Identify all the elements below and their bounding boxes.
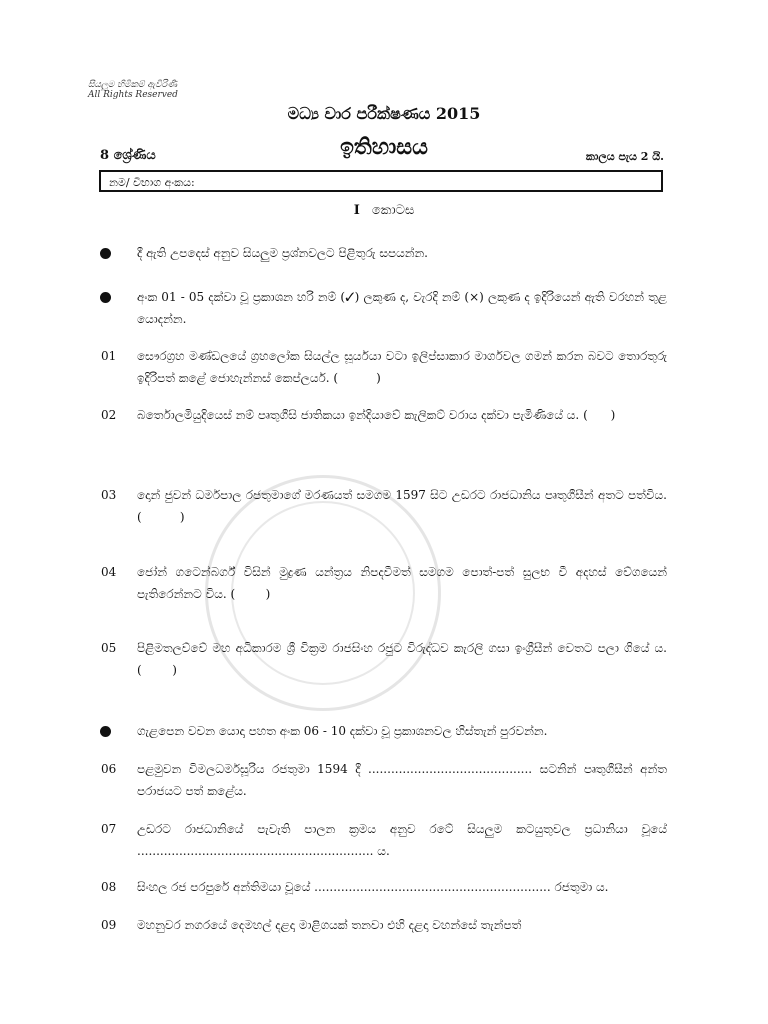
question-number: 08 <box>101 880 117 894</box>
question-text: පිළිමතලව්වේ මහ අධිකාරම ශ්‍රී වික්‍රම රාජසිංහ රජුට විරුද්ධව කැරලි ගසා ඉංග්‍රීසීන් වෙතට පලා ගියේ ය. <box>137 641 667 655</box>
time-label: කාලය පැය 2 යි. <box>585 150 664 163</box>
part-heading <box>0 203 768 218</box>
question-number: 03 <box>101 488 117 502</box>
question-04 <box>137 561 667 605</box>
instruction-2: අංක 01 - 05 දක්වා වූ ප්‍රකාශන හරි නම් (✓) ලකුණ ද, වැරදි නම් (×) ලකුණ ද ඉදිරියෙන් ඇති වරහන් තුළ යොදන්න. <box>137 290 667 326</box>
question-07[interactable]: උඩරට රාජධානියේ පැවැති පාලන ක්‍රමය අනුව රටේ සියලුම කටයුතුවල ප්‍රධානියා වූයේ .............................................................. ය. <box>137 822 667 858</box>
question-text: බර්තොලමියුදියෙස් නම් පෘතුගීසි ජාතිකයා ඉන්දියාවේ කැලිකට් වරාය දක්වා පැමිණියේ ය. <box>137 408 580 422</box>
question-number: 06 <box>101 762 117 776</box>
question-number: 07 <box>101 822 117 836</box>
answer-bracket[interactable]: ( ) <box>333 371 381 385</box>
question-number: 04 <box>101 565 117 579</box>
rights-line-sinhala: සියලුම හිමිකම් ඇවිරිණි <box>88 80 178 90</box>
name-index-label: නම/ විභාග අංකය: <box>109 176 195 189</box>
exam-title: මධ්‍ය වාර පරීක්ෂණය 2015 <box>287 104 481 123</box>
question-text: දොන් ජුවන් ධර්මපාල රජතුමාගේ මරණයත් සමගම 1597 සිට උඩරට රාජධානිය පෘතුගීසීන් අතට පත්විය. <box>137 488 667 502</box>
question-01 <box>137 345 667 389</box>
part-label: කොටස <box>371 203 415 218</box>
question-03 <box>137 484 667 528</box>
question-text: සෞරග්‍රහ මණ්ඩලයේ ග්‍රහලෝක සියල්ල සූර්යයා වටා ඉලිප්සාකාර මාර්ගවල ගමන් කරන බවට තොරතුරු ඉදිරිපත් කළේ ජොහැන්නස් කෙප්ලර්ය. <box>137 349 667 385</box>
bullet-icon <box>100 248 111 259</box>
instruction-fill: ගැළපෙන වචන යොදා පහත අංක 06 - 10 දක්වා වූ ප්‍රකාශනවල හිස්තැන් පුරවන්න. <box>137 724 548 738</box>
rights-reserved <box>88 80 178 100</box>
question-02 <box>137 404 667 426</box>
question-06[interactable]: පළමුවන විමලධර්මසූරිය රජතුමා 1594 දී ........................................... සටනින් පෘතුගීසීන් අන්ත පරාජයට පත් කළේය. <box>137 762 667 798</box>
rights-line-english: All Rights Reserved <box>88 90 178 100</box>
answer-bracket[interactable]: ( ) <box>137 663 177 677</box>
bullet-icon <box>100 292 111 303</box>
question-number: 02 <box>101 408 117 422</box>
question-09[interactable]: මහනුවර නගරයේ දෙමහල් දළදා මාළිගයක් තනවා එහි දළදා වහන්සේ තැන්පත් <box>137 918 522 932</box>
question-08[interactable]: සිංහල රජ පරපුරේ අන්තිමයා වූයේ .............................................................. රජතුමා ය. <box>137 880 609 894</box>
question-number: 01 <box>101 349 117 363</box>
part-number: I <box>353 203 360 218</box>
question-number: 09 <box>101 918 117 932</box>
instruction-1: දී ඇති උපදෙස් අනුව සියලුම ප්‍රශ්නවලට පිළිතුරු සපයන්න. <box>137 246 429 260</box>
question-05 <box>137 637 667 681</box>
answer-bracket[interactable]: ( ) <box>583 408 616 422</box>
answer-bracket[interactable]: ( ) <box>137 510 185 524</box>
answer-bracket[interactable]: ( ) <box>230 587 271 601</box>
bullet-icon <box>100 726 111 737</box>
subject-title: ඉතිහාසය <box>340 134 428 160</box>
question-text: ජෝන් ගටෙන්බර්ග් විසින් මුද්‍රණ යන්ත්‍රය නිපදවීමත් සමගම පොත්-පත් සුලභ වී අදහස් වේගයෙන් පැතිරෙන්නට විය. <box>137 565 667 601</box>
question-number: 05 <box>101 641 117 655</box>
name-index-box[interactable] <box>99 170 663 192</box>
grade-label: 8 ශ්‍රේණිය <box>100 148 156 163</box>
